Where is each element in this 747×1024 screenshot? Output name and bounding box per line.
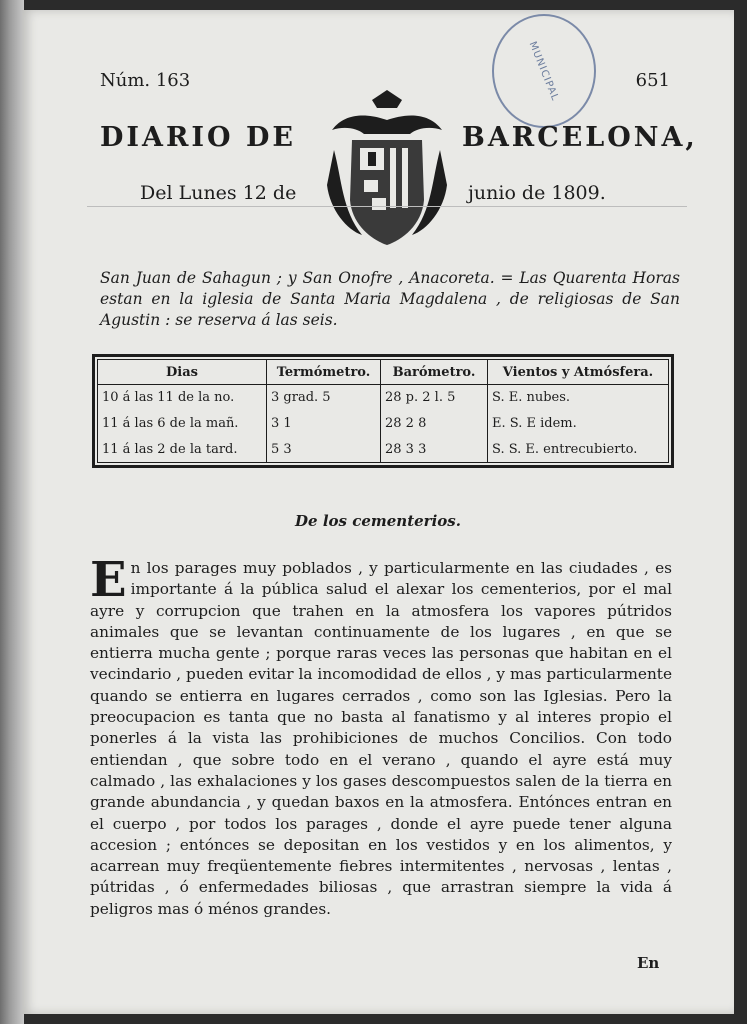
newspaper-page	[22, 10, 734, 1014]
cell-day: 10 á las 11 de la no.	[98, 385, 267, 411]
cell-barometer: 28 2 8	[381, 411, 488, 437]
cell-thermometer: 5 3	[267, 436, 381, 462]
issue-date-right: junio de 1809.	[468, 182, 606, 204]
weather-table-frame	[92, 354, 674, 468]
cell-day: 11 á las 2 de la tard.	[98, 436, 267, 462]
table-row	[98, 411, 669, 437]
drop-cap: E	[90, 552, 127, 608]
weather-header-row	[98, 360, 669, 385]
masthead-rule	[87, 206, 687, 207]
cell-winds: E. S. E idem.	[488, 411, 669, 437]
masthead-title-right: BARCELONA,	[462, 122, 698, 153]
table-row	[98, 436, 669, 462]
catchword: En	[637, 954, 660, 972]
coat-of-arms-icon	[312, 90, 462, 250]
page-number: 651	[635, 70, 670, 91]
cell-winds: S. S. E. entrecubierto.	[488, 436, 669, 462]
issue-number: Núm. 163	[100, 70, 191, 91]
header-barometer: Barómetro.	[381, 360, 488, 385]
article-title: De los cementerios.	[295, 512, 461, 530]
table-row	[98, 385, 669, 411]
cell-winds: S. E. nubes.	[488, 385, 669, 411]
book-spine	[0, 0, 24, 1024]
cell-barometer: 28 p. 2 l. 5	[381, 385, 488, 411]
stamp-text: MUNICIPAL	[527, 39, 561, 103]
issue-date-left: Del Lunes 12 de	[140, 182, 297, 204]
article-text: n los parages muy poblados , y particularmente en las ciudades , es importante á la pública salud el alexar los cementerios, por el mal ayre y corrupcion que trahen en la atmosfera los vapores pútridos animales que se levantan continuamente de los lugares , en que se entierra mucha gente ; porque raras veces las personas que habitan en el vecindario , pueden evitar la incomodidad de ellos , y mas particularmente quando se entierra en lugares cerrados , como son las Iglesias. Pero la preocupacion es tanta que no basta al fanatismo y al interes propio el ponerles á la vista las prohibiciones de muchos Concilios. Con todo entiendan , que sobre todo en el verano , quando el ayre está muy calmado , las exhalaciones y los gases descompuestos salen de la tierra en grande abundancia , y quedan baxos en la atmosfera. Entónces entran en el cuerpo , por todos los parages , donde el ayre puede tener alguna accesion ; entónces se depositan en los vestidos y en los alimentos, y acarrean muy freqüentemente fiebres intermitentes , nervosas , lentas , pútridas , ó enfermedades biliosas , que arrastran siempre la vida á peligros mas ó ménos grandes.	[90, 559, 672, 918]
cell-barometer: 28 3 3	[381, 436, 488, 462]
saints-notice: San Juan de Sahagun ; y San Onofre , Anacoreta. = Las Quarenta Horas estan en la iglesia de Santa Maria Magdalena , de religiosas de San Agustin : se reserva á las seis.	[100, 269, 680, 329]
cell-thermometer: 3 1	[267, 411, 381, 437]
cell-thermometer: 3 grad. 5	[267, 385, 381, 411]
weather-table	[97, 359, 669, 463]
masthead-title-left: DIARIO DE	[100, 122, 296, 153]
cell-day: 11 á las 6 de la mañ.	[98, 411, 267, 437]
library-stamp	[492, 14, 596, 128]
header-winds: Vientos y Atmósfera.	[488, 360, 669, 385]
header-days: Dias	[98, 360, 267, 385]
header-thermometer: Termómetro.	[267, 360, 381, 385]
article-body	[90, 552, 672, 920]
